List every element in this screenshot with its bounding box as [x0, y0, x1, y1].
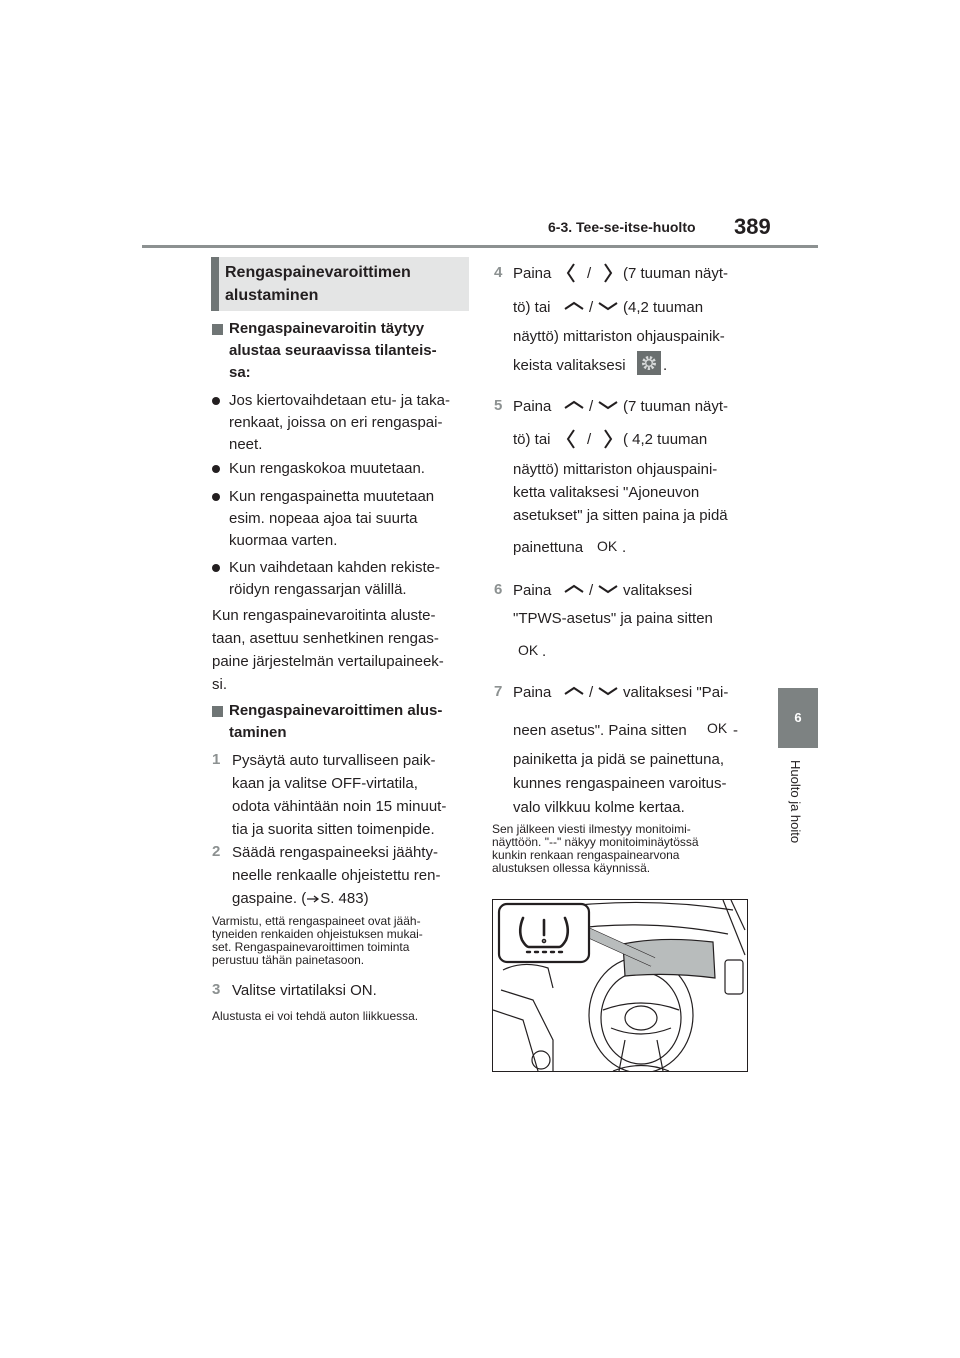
chevron-down-icon: [597, 400, 619, 410]
paragraph-line: Kun rengaspainevaroitinta aluste-: [212, 607, 436, 624]
bullet-line: renkaat, joissa on eri rengaspai-: [229, 414, 443, 431]
heading-square-icon: [212, 706, 223, 717]
step-text: painiketta ja pidä se painettuna,: [513, 751, 724, 768]
note-line: set. Rengaspainevaroittimen toiminta: [212, 940, 410, 954]
step-line: tia ja suorita sitten toimenpide.: [232, 821, 435, 838]
paragraph-line: si.: [212, 676, 227, 693]
step-text: .: [542, 643, 547, 660]
note-line: Varmistu, että rengaspaineet ovat jääh-: [212, 914, 421, 928]
section-title-line: alustaminen: [225, 287, 319, 304]
step-text: näyttö) mittariston ohjauspaini-: [513, 461, 718, 478]
step-text: Paina: [513, 684, 552, 701]
note-line: kunkin renkaan rengaspainearvona: [492, 848, 680, 862]
step-text: valitaksesi: [623, 582, 693, 599]
step-text: (7 tuuman näyt-: [623, 398, 729, 415]
step-line: Valitse virtatilaksi ON.: [232, 982, 377, 999]
settings-button-image: [637, 351, 661, 375]
bullet-line: röidyn rengassarjan välillä.: [229, 581, 407, 598]
chevron-right-icon: [603, 428, 613, 450]
step-number: 4: [494, 264, 503, 281]
slash: /: [589, 299, 594, 316]
page-reference: S. 483): [320, 890, 369, 907]
heading-line: Rengaspainevaroitin täytyy: [229, 320, 425, 337]
step-text: asetukset" ja sitten paina ja pidä: [513, 507, 728, 524]
bullet-line: Kun rengaskokoa muutetaan.: [229, 460, 425, 477]
bullet-line: Kun rengaspainetta muutetaan: [229, 488, 435, 505]
paragraph-line: taan, asettuu senhetkinen rengas-: [212, 630, 439, 647]
section-title-line: Rengaspainevaroittimen: [225, 264, 411, 281]
bullet-line: neet.: [229, 436, 263, 453]
slash: /: [587, 265, 592, 282]
paragraph-line: paine järjestelmän vertailupaineek-: [212, 653, 444, 670]
chevron-up-icon: [563, 400, 585, 410]
chapter-number: 6: [794, 710, 802, 725]
step-line: kaan ja valitse OFF-virtatila,: [232, 775, 418, 792]
page-number: 389: [734, 214, 771, 239]
section-title-box: [211, 257, 469, 311]
header-rule: [142, 245, 818, 248]
bullet-line: Jos kiertovaihdetaan etu- ja taka-: [229, 392, 450, 409]
bullet-line: esim. nopeaa ajoa tai suurta: [229, 510, 418, 527]
note-line: perustuu tähän painetasoon.: [212, 953, 365, 967]
step-text: ketta valitaksesi "Ajoneuvon: [513, 484, 700, 501]
step-text: Paina: [513, 398, 552, 415]
chevron-up-icon: [563, 301, 585, 311]
bullet-dot-icon: [212, 397, 220, 405]
step-text: Paina: [513, 582, 552, 599]
slash: /: [587, 431, 592, 448]
note-line: Alustusta ei voi tehdä auton liikkuessa.: [212, 1009, 419, 1023]
heading-square-icon: [212, 324, 223, 335]
chevron-up-icon: [563, 686, 585, 696]
dashboard-illustration: [492, 899, 748, 1072]
step-text: tö) tai: [513, 431, 551, 448]
step-number: 3: [212, 981, 221, 998]
chevron-down-icon: [597, 686, 619, 696]
section-title-bar: [211, 257, 219, 311]
step-text: (7 tuuman näyt-: [623, 265, 729, 282]
step-number: 6: [494, 581, 503, 598]
chevron-left-icon: [566, 428, 576, 450]
step-text: painettuna: [513, 539, 584, 556]
note-line: Sen jälkeen viesti ilmestyy monitoimi-: [492, 822, 691, 836]
step-line: odota vähintään noin 15 minuut-: [232, 798, 447, 815]
chapter-tab: [778, 688, 818, 748]
step-line: [232, 887, 369, 910]
heading-line: alustaa seuraavissa tilanteis-: [229, 342, 437, 359]
step-line: Säädä rengaspaineeksi jäähty-: [232, 844, 438, 861]
heading-line: taminen: [229, 724, 287, 741]
step-number: 1: [212, 751, 221, 768]
slash: /: [589, 398, 594, 415]
step-text: gaspaine. (: [232, 890, 307, 907]
chevron-left-icon: [566, 262, 576, 284]
step-text: ( 4,2 tuuman: [623, 431, 708, 448]
chevron-right-icon: [603, 262, 613, 284]
slash: /: [589, 684, 594, 701]
heading-line: sa:: [229, 364, 251, 381]
step-line: Pysäytä auto turvalliseen paik-: [232, 752, 436, 769]
chevron-up-icon: [563, 584, 585, 594]
step-number: 5: [494, 397, 503, 414]
ok-button-label: OK: [597, 538, 618, 554]
step-text: neen asetus". Paina sitten: [513, 722, 687, 739]
step-text: valitaksesi "Pai-: [623, 684, 729, 701]
bullet-dot-icon: [212, 465, 220, 473]
step-text: valo vilkkuu kolme kertaa.: [513, 799, 685, 816]
header-section-title: 6-3. Tee-se-itse-huolto: [548, 219, 696, 235]
note-line: alustuksen ollessa käynnissä.: [492, 861, 651, 875]
step-text: keista valitaksesi: [513, 357, 626, 374]
bullet-line: kuormaa varten.: [229, 532, 338, 549]
arrow-right-icon: [306, 894, 320, 904]
step-text: .: [663, 357, 668, 374]
bullet-line: Kun vaihdetaan kahden rekiste-: [229, 559, 440, 576]
note-line: tyneiden renkaiden ohjeistuksen mukai-: [212, 927, 423, 941]
chevron-down-icon: [597, 301, 619, 311]
step-line: neelle renkaalle ohjeistettu ren-: [232, 867, 441, 884]
step-text: -: [733, 722, 738, 739]
heading-line: Rengaspainevaroittimen alus-: [229, 702, 443, 719]
step-text: .: [622, 539, 627, 556]
chevron-down-icon: [597, 584, 619, 594]
slash: /: [589, 582, 594, 599]
step-number: 2: [212, 843, 221, 860]
step-text: tö) tai: [513, 299, 551, 316]
note-line: näyttöön. "--" näkyy monitoiminäytössä: [492, 835, 699, 849]
bullet-dot-icon: [212, 493, 220, 501]
chapter-label: Huolto ja hoito: [788, 760, 803, 844]
ok-button-label: OK: [518, 642, 539, 658]
step-text: "TPWS-asetus" ja paina sitten: [513, 610, 713, 627]
step-text: Paina: [513, 265, 552, 282]
ok-button-label: OK: [707, 720, 728, 736]
dashboard-drawing: [493, 900, 747, 1071]
step-text: näyttö) mittariston ohjauspainik-: [513, 328, 725, 345]
section-title: [225, 261, 465, 307]
step-number: 7: [494, 683, 503, 700]
step-text: (4,2 tuuman: [623, 299, 704, 316]
step-text: kunnes rengaspaineen varoitus-: [513, 775, 727, 792]
bullet-dot-icon: [212, 564, 220, 572]
gear-icon: [637, 351, 661, 375]
